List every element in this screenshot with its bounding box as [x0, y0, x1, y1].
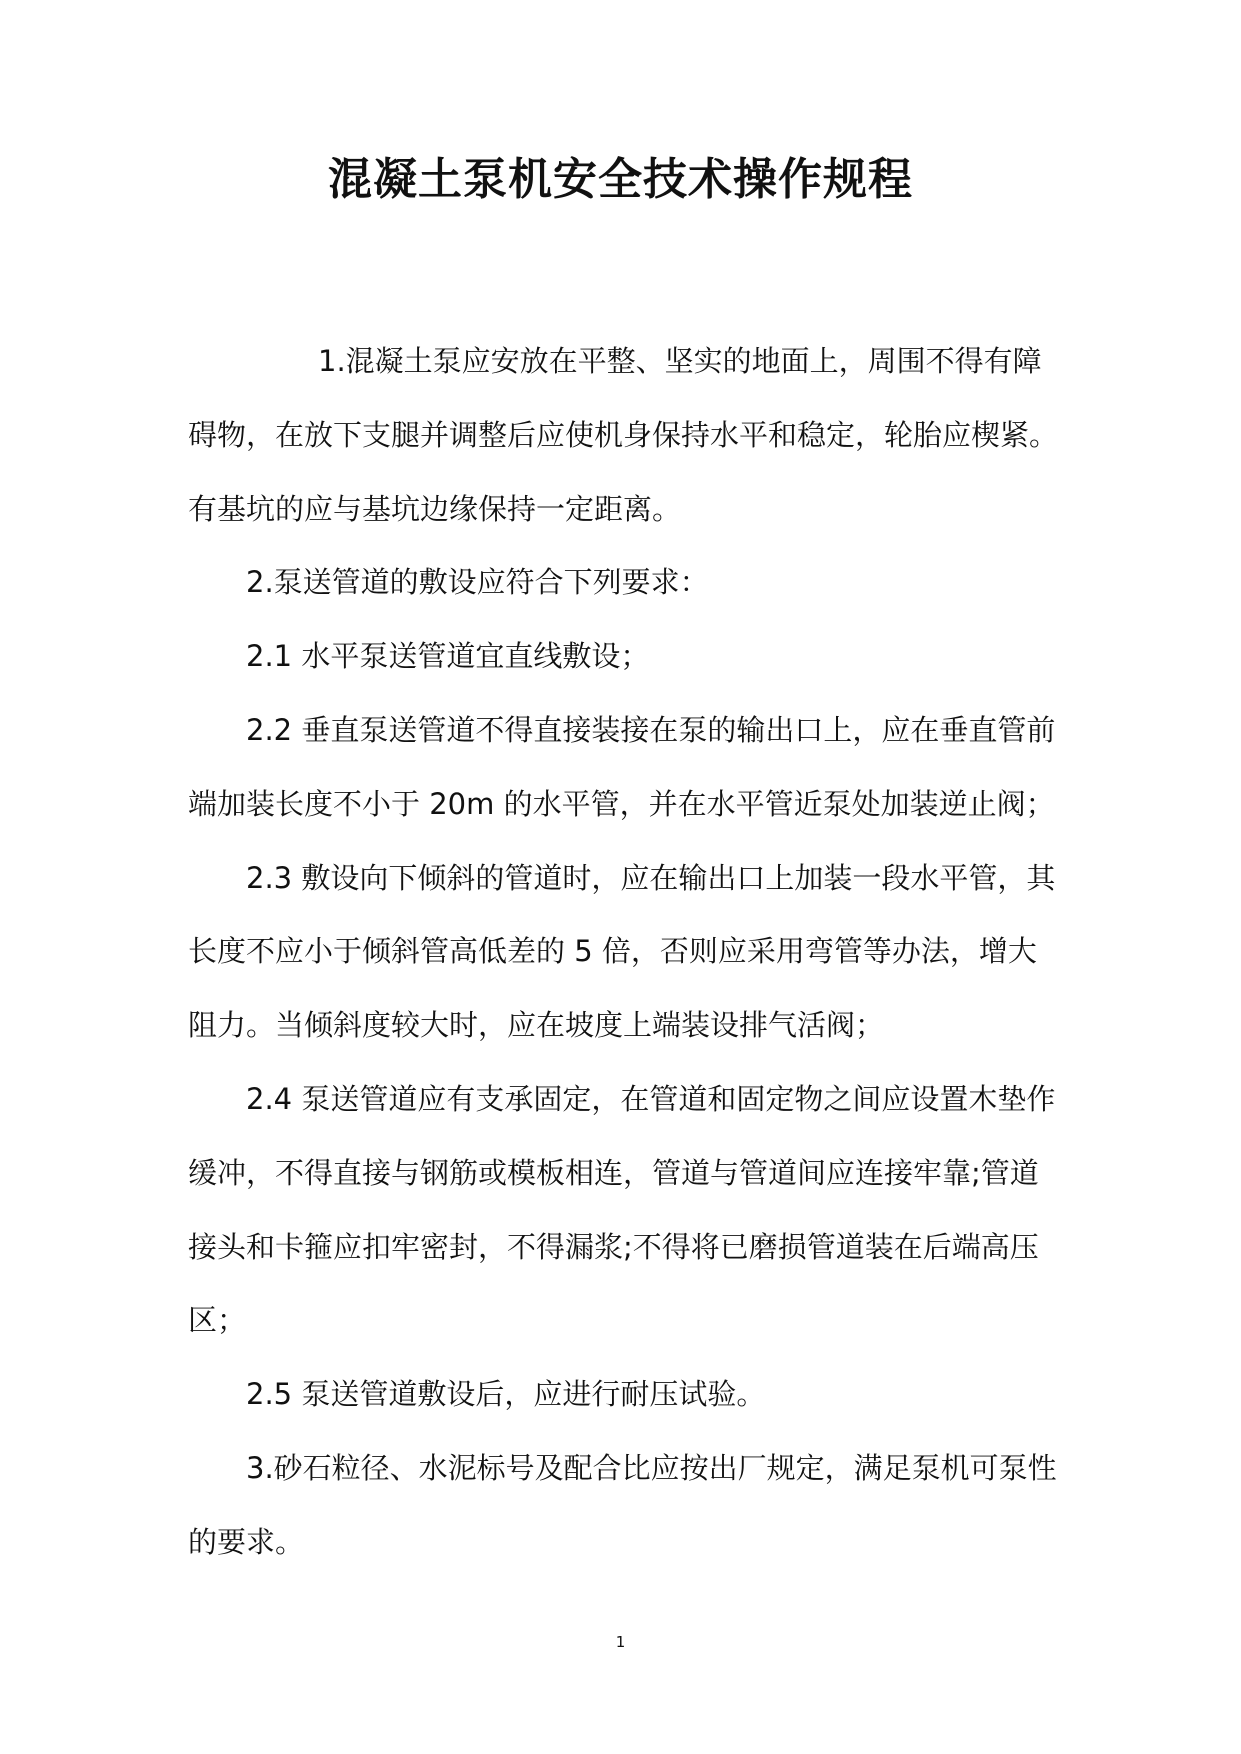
paragraph-2-1: 2.1 水平泵送管道宜直线敷设；	[246, 639, 650, 674]
paragraph-1: 1.混凝土泵应安放在平整、坚实的地面上，周围不得有障碍物，在放下支腿并调整后应使机身保持水平和稳定，轮胎应楔紧。有基坑的应与基坑边缘保持一定距离。	[188, 344, 1059, 526]
paragraph-3: 3.砂石粒径、水泥标号及配合比应按出厂规定，满足泵机可泵性的要求。	[188, 1450, 1057, 1559]
document-body	[188, 325, 1058, 1580]
paragraph-2-3: 2.3 敷设向下倾斜的管道时，应在输出口上加装一段水平管，其长度不应小于倾斜管高低差的 5 倍，否则应采用弯管等办法，增大阻力。当倾斜度较大时，应在坡度上端装设排气活阀；	[188, 860, 1056, 1043]
paragraph-2-4: 2.4 泵送管道应有支承固定，在管道和固定物之间应设置木垫作缓冲，不得直接与钢筋或模板相连，管道与管道间应连接牢靠;管道接头和卡箍应扣牢密封，不得漏浆;不得将已磨损管道装在后端高压区；	[188, 1081, 1056, 1338]
document-title: 混凝土泵机安全技术操作规程	[328, 154, 913, 205]
page-number: 1	[615, 1633, 626, 1651]
paragraph-2-2: 2.2 垂直泵送管道不得直接装接在泵的输出口上，应在垂直管前端加装长度不小于 20m 的水平管，并在水平管近泵处加装逆止阀；	[188, 712, 1056, 821]
paragraph-2-5: 2.5 泵送管道敷设后，应进行耐压试验。	[246, 1377, 766, 1412]
paragraph-2: 2.泵送管道的敷设应符合下列要求：	[246, 565, 709, 600]
